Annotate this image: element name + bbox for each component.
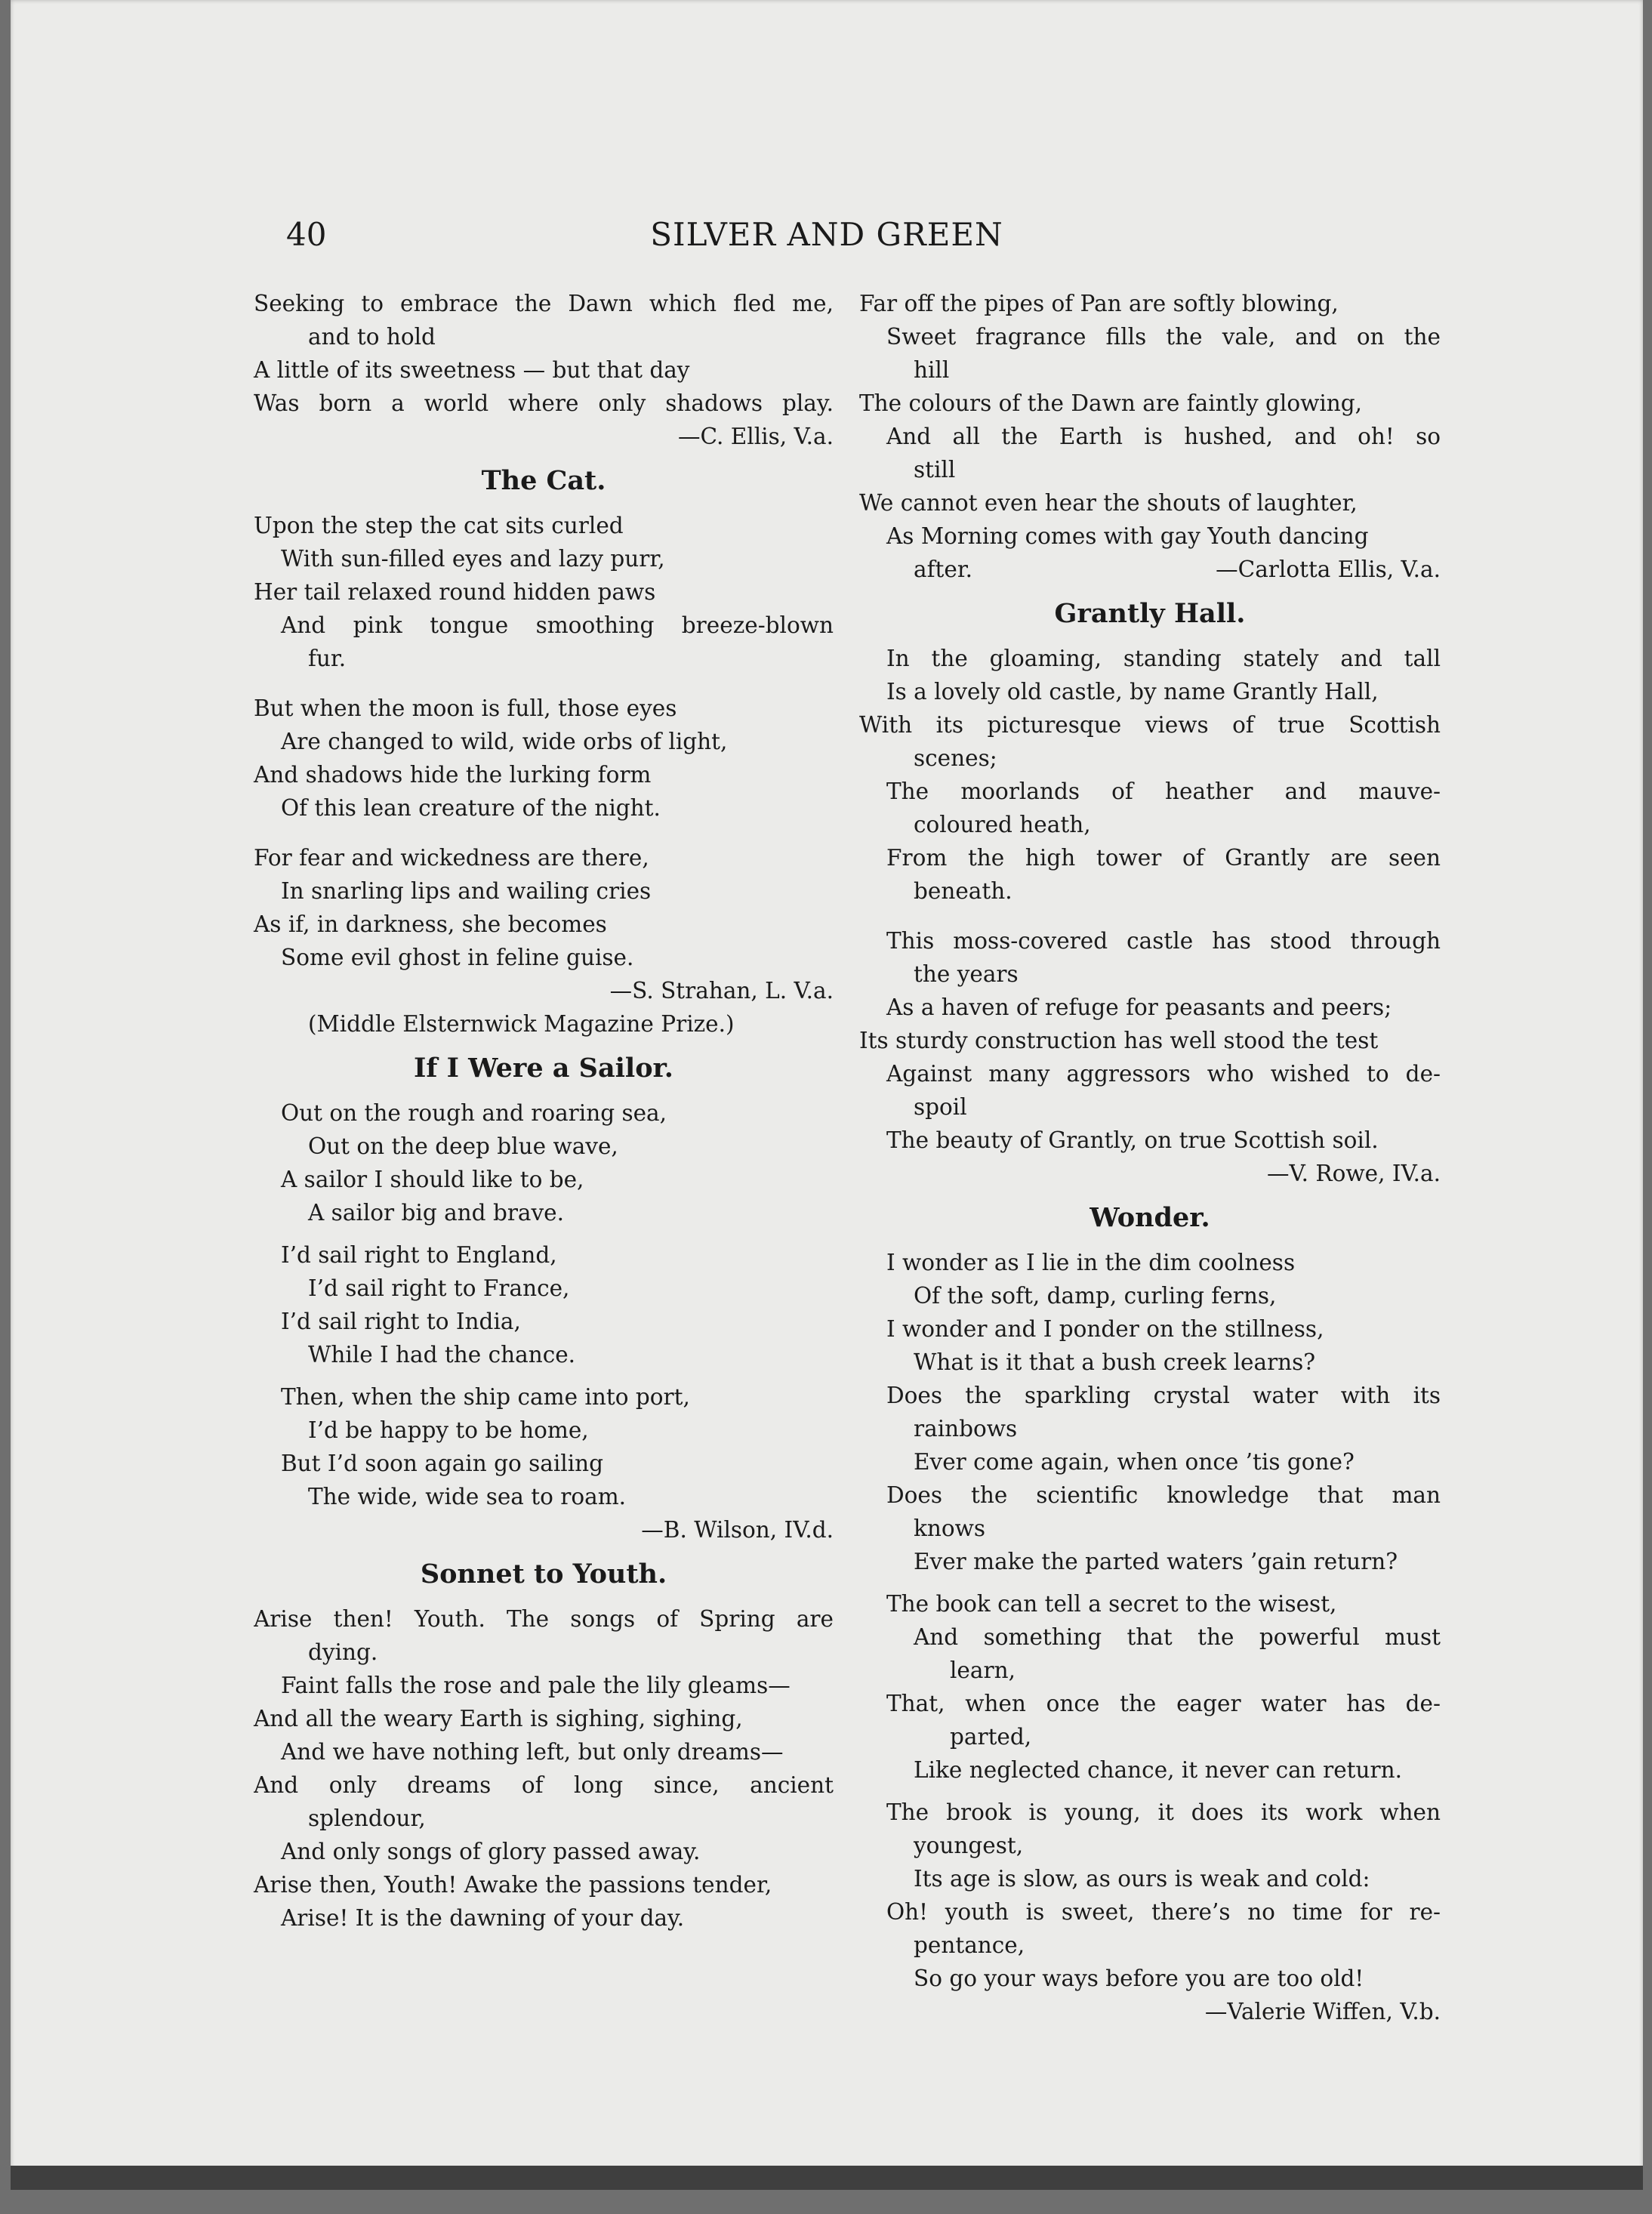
poem-line: And only songs of glory passed away. bbox=[281, 1839, 701, 1864]
poem-line: And pink tongue smoothing breeze-blown bbox=[281, 612, 834, 638]
poem-line: Ever make the parted waters ’gain return? bbox=[914, 1549, 1398, 1574]
poem-line: youngest, bbox=[914, 1833, 1024, 1858]
poem-line: A little of its sweetness — but that day bbox=[254, 357, 690, 383]
poem-line: Of this lean creature of the night. bbox=[281, 795, 661, 821]
poem-title: The Cat. bbox=[481, 465, 606, 496]
poem-line: Faint falls the rose and pale the lily gleams— bbox=[281, 1673, 791, 1698]
poem-line: With sun-filled eyes and lazy purr, bbox=[281, 546, 665, 572]
page-header bbox=[11, 211, 1643, 257]
poem-sonnet-to-youth bbox=[254, 1553, 834, 1935]
poem-line: Seeking to embrace the Dawn which fled me, bbox=[254, 291, 834, 316]
poem-line: And all the Earth is hushed, and oh! so bbox=[886, 424, 1441, 449]
poem-the-cat bbox=[254, 459, 834, 1041]
poem-line: the years bbox=[914, 961, 1019, 987]
poem-line: Against many aggressors who wished to de- bbox=[886, 1061, 1441, 1087]
poem-line: Oh! youth is sweet, there’s no time for re- bbox=[886, 1899, 1441, 1925]
poem-line: But when the moon is full, those eyes bbox=[254, 695, 677, 721]
poem-line: And shadows hide the lurking form bbox=[254, 762, 652, 788]
poem-line: While I had the chance. bbox=[308, 1342, 576, 1368]
poem-line: Some evil ghost in feline guise. bbox=[281, 945, 634, 970]
poem-line: And we have nothing left, but only dreams— bbox=[281, 1739, 784, 1765]
poem-line: From the high tower of Grantly are seen bbox=[886, 845, 1441, 871]
poem-line: As Morning comes with gay Youth dancing bbox=[886, 523, 1369, 549]
poem-line: Does the sparkling crystal water with its bbox=[886, 1383, 1441, 1408]
poem-line: I’d sail right to India, bbox=[281, 1309, 521, 1334]
poem-line: Its age is slow, as ours is weak and cold: bbox=[914, 1866, 1370, 1892]
poem-line: As a haven of refuge for peasants and peers; bbox=[886, 994, 1392, 1020]
poem-line: splendour, bbox=[308, 1805, 426, 1831]
poem-line: still bbox=[914, 457, 956, 483]
poem-line: I’d sail right to England, bbox=[281, 1242, 557, 1268]
right-column bbox=[859, 287, 1441, 2028]
poem-line: Out on the rough and roaring sea, bbox=[281, 1100, 667, 1126]
poem-line: A sailor big and brave. bbox=[308, 1200, 565, 1226]
poem-line: This moss-covered castle has stood through bbox=[886, 928, 1441, 954]
poem-line: The beauty of Grantly, on true Scottish soil. bbox=[886, 1127, 1379, 1153]
poem-line: fur. bbox=[308, 646, 347, 671]
poem-line: spoil bbox=[914, 1094, 967, 1120]
poem-line: parted, bbox=[950, 1724, 1032, 1750]
poem-line: Then, when the ship came into port, bbox=[281, 1384, 690, 1410]
poem-line: Are changed to wild, wide orbs of light, bbox=[281, 729, 728, 754]
poem-line: But I’d soon again go sailing bbox=[281, 1451, 604, 1476]
poem-line: Like neglected chance, it never can return. bbox=[914, 1757, 1403, 1783]
poem-line: Is a lovely old castle, by name Grantly Hall, bbox=[886, 679, 1379, 705]
poem-line: pentance, bbox=[914, 1932, 1025, 1958]
poem-wonder bbox=[859, 1196, 1441, 2028]
poem-if-i-were-a-sailor bbox=[254, 1047, 834, 1546]
poem-line: learn, bbox=[950, 1657, 1016, 1683]
poem-line: Does the scientific knowledge that man bbox=[886, 1482, 1441, 1508]
poem-line: We cannot even hear the shouts of laughter, bbox=[859, 490, 1358, 516]
poem-sonnet-continuation bbox=[859, 287, 1441, 586]
poem-title: Sonnet to Youth. bbox=[420, 1559, 667, 1590]
poem-line: The brook is young, it does its work when bbox=[886, 1799, 1441, 1825]
poem-intro-continuation bbox=[254, 287, 834, 453]
prize-note: (Middle Elsternwick Magazine Prize.) bbox=[308, 1011, 735, 1037]
poem-line: I wonder and I ponder on the stillness, bbox=[886, 1316, 1324, 1342]
poem-line: Arise then, Youth! Awake the passions tender, bbox=[254, 1872, 772, 1898]
poem-title: Wonder. bbox=[1090, 1202, 1210, 1233]
poem-line: In snarling lips and wailing cries bbox=[281, 878, 652, 904]
poem-line: scenes; bbox=[914, 745, 997, 771]
poem-line: I’d sail right to France, bbox=[308, 1275, 570, 1301]
poem-line: The wide, wide sea to roam. bbox=[308, 1484, 627, 1509]
scan-bottom-edge bbox=[11, 2166, 1643, 2190]
poem-line: Arise! It is the dawning of your day. bbox=[281, 1905, 685, 1931]
poem-title: Grantly Hall. bbox=[1054, 598, 1246, 629]
poem-line: And all the weary Earth is sighing, sighing, bbox=[254, 1706, 743, 1731]
poem-line: The moorlands of heather and mauve- bbox=[886, 779, 1441, 804]
running-title: SILVER AND GREEN bbox=[650, 216, 1003, 253]
poem-line: What is it that a bush creek learns? bbox=[914, 1349, 1316, 1375]
poem-line: coloured heath, bbox=[914, 812, 1091, 837]
page bbox=[11, 0, 1643, 2190]
poem-line: beneath. bbox=[914, 878, 1012, 904]
poem-line: Ever come again, when once ’tis gone? bbox=[914, 1449, 1355, 1475]
poem-line: Far off the pipes of Pan are softly blowing, bbox=[859, 291, 1339, 316]
poem-line: dying. bbox=[308, 1639, 378, 1665]
poem-line: Sweet fragrance fills the vale, and on the bbox=[886, 324, 1441, 350]
poem-line: Upon the step the cat sits curled bbox=[254, 513, 624, 538]
poem-line: and to hold bbox=[308, 324, 436, 350]
poem-line: Out on the deep blue wave, bbox=[308, 1133, 618, 1159]
poem-line: rainbows bbox=[914, 1416, 1018, 1442]
poem-line: after. bbox=[914, 557, 973, 582]
left-column bbox=[254, 287, 834, 1935]
poem-line: knows bbox=[914, 1516, 986, 1541]
page-number: 40 bbox=[286, 216, 327, 253]
poem-line: hill bbox=[914, 357, 950, 383]
poem-line: And something that the powerful must bbox=[914, 1624, 1441, 1650]
poem-line: For fear and wickedness are there, bbox=[254, 845, 649, 871]
poem-line: And only dreams of long since, ancient bbox=[254, 1772, 834, 1798]
poem-line: I wonder as I lie in the dim coolness bbox=[886, 1250, 1296, 1275]
poem-line: The colours of the Dawn are faintly glowing, bbox=[859, 390, 1363, 416]
poem-signature: —V. Rowe, IV.a. bbox=[1267, 1161, 1441, 1186]
poem-line: As if, in darkness, she becomes bbox=[254, 911, 607, 937]
poem-line: Arise then! Youth. The songs of Spring are bbox=[254, 1606, 834, 1632]
poem-line: I’d be happy to be home, bbox=[308, 1417, 589, 1443]
poem-signature: —S. Strahan, L. V.a. bbox=[609, 978, 834, 1004]
poem-grantly-hall bbox=[859, 592, 1441, 1190]
poem-line: With its picturesque views of true Scottish bbox=[859, 712, 1441, 738]
poem-line: That, when once the eager water has de- bbox=[886, 1691, 1441, 1716]
poem-signature: —Valerie Wiffen, V.b. bbox=[1204, 1999, 1441, 2024]
poem-line: Was born a world where only shadows play. bbox=[254, 390, 834, 416]
poem-title: If I Were a Sailor. bbox=[414, 1053, 673, 1084]
poem-line: A sailor I should like to be, bbox=[281, 1167, 584, 1192]
poem-signature: —C. Ellis, V.a. bbox=[678, 424, 834, 449]
poem-signature: —B. Wilson, IV.d. bbox=[641, 1517, 834, 1543]
poem-line: In the gloaming, standing stately and tall bbox=[886, 646, 1441, 671]
poem-line: So go your ways before you are too old! bbox=[914, 1966, 1364, 1991]
poem-line: Its sturdy construction has well stood the test bbox=[859, 1028, 1379, 1053]
poem-line: Of the soft, damp, curling ferns, bbox=[914, 1283, 1277, 1309]
poem-line: The book can tell a secret to the wisest, bbox=[886, 1591, 1337, 1617]
poem-signature: —Carlotta Ellis, V.a. bbox=[1216, 557, 1441, 582]
poem-line: Her tail relaxed round hidden paws bbox=[254, 579, 656, 605]
